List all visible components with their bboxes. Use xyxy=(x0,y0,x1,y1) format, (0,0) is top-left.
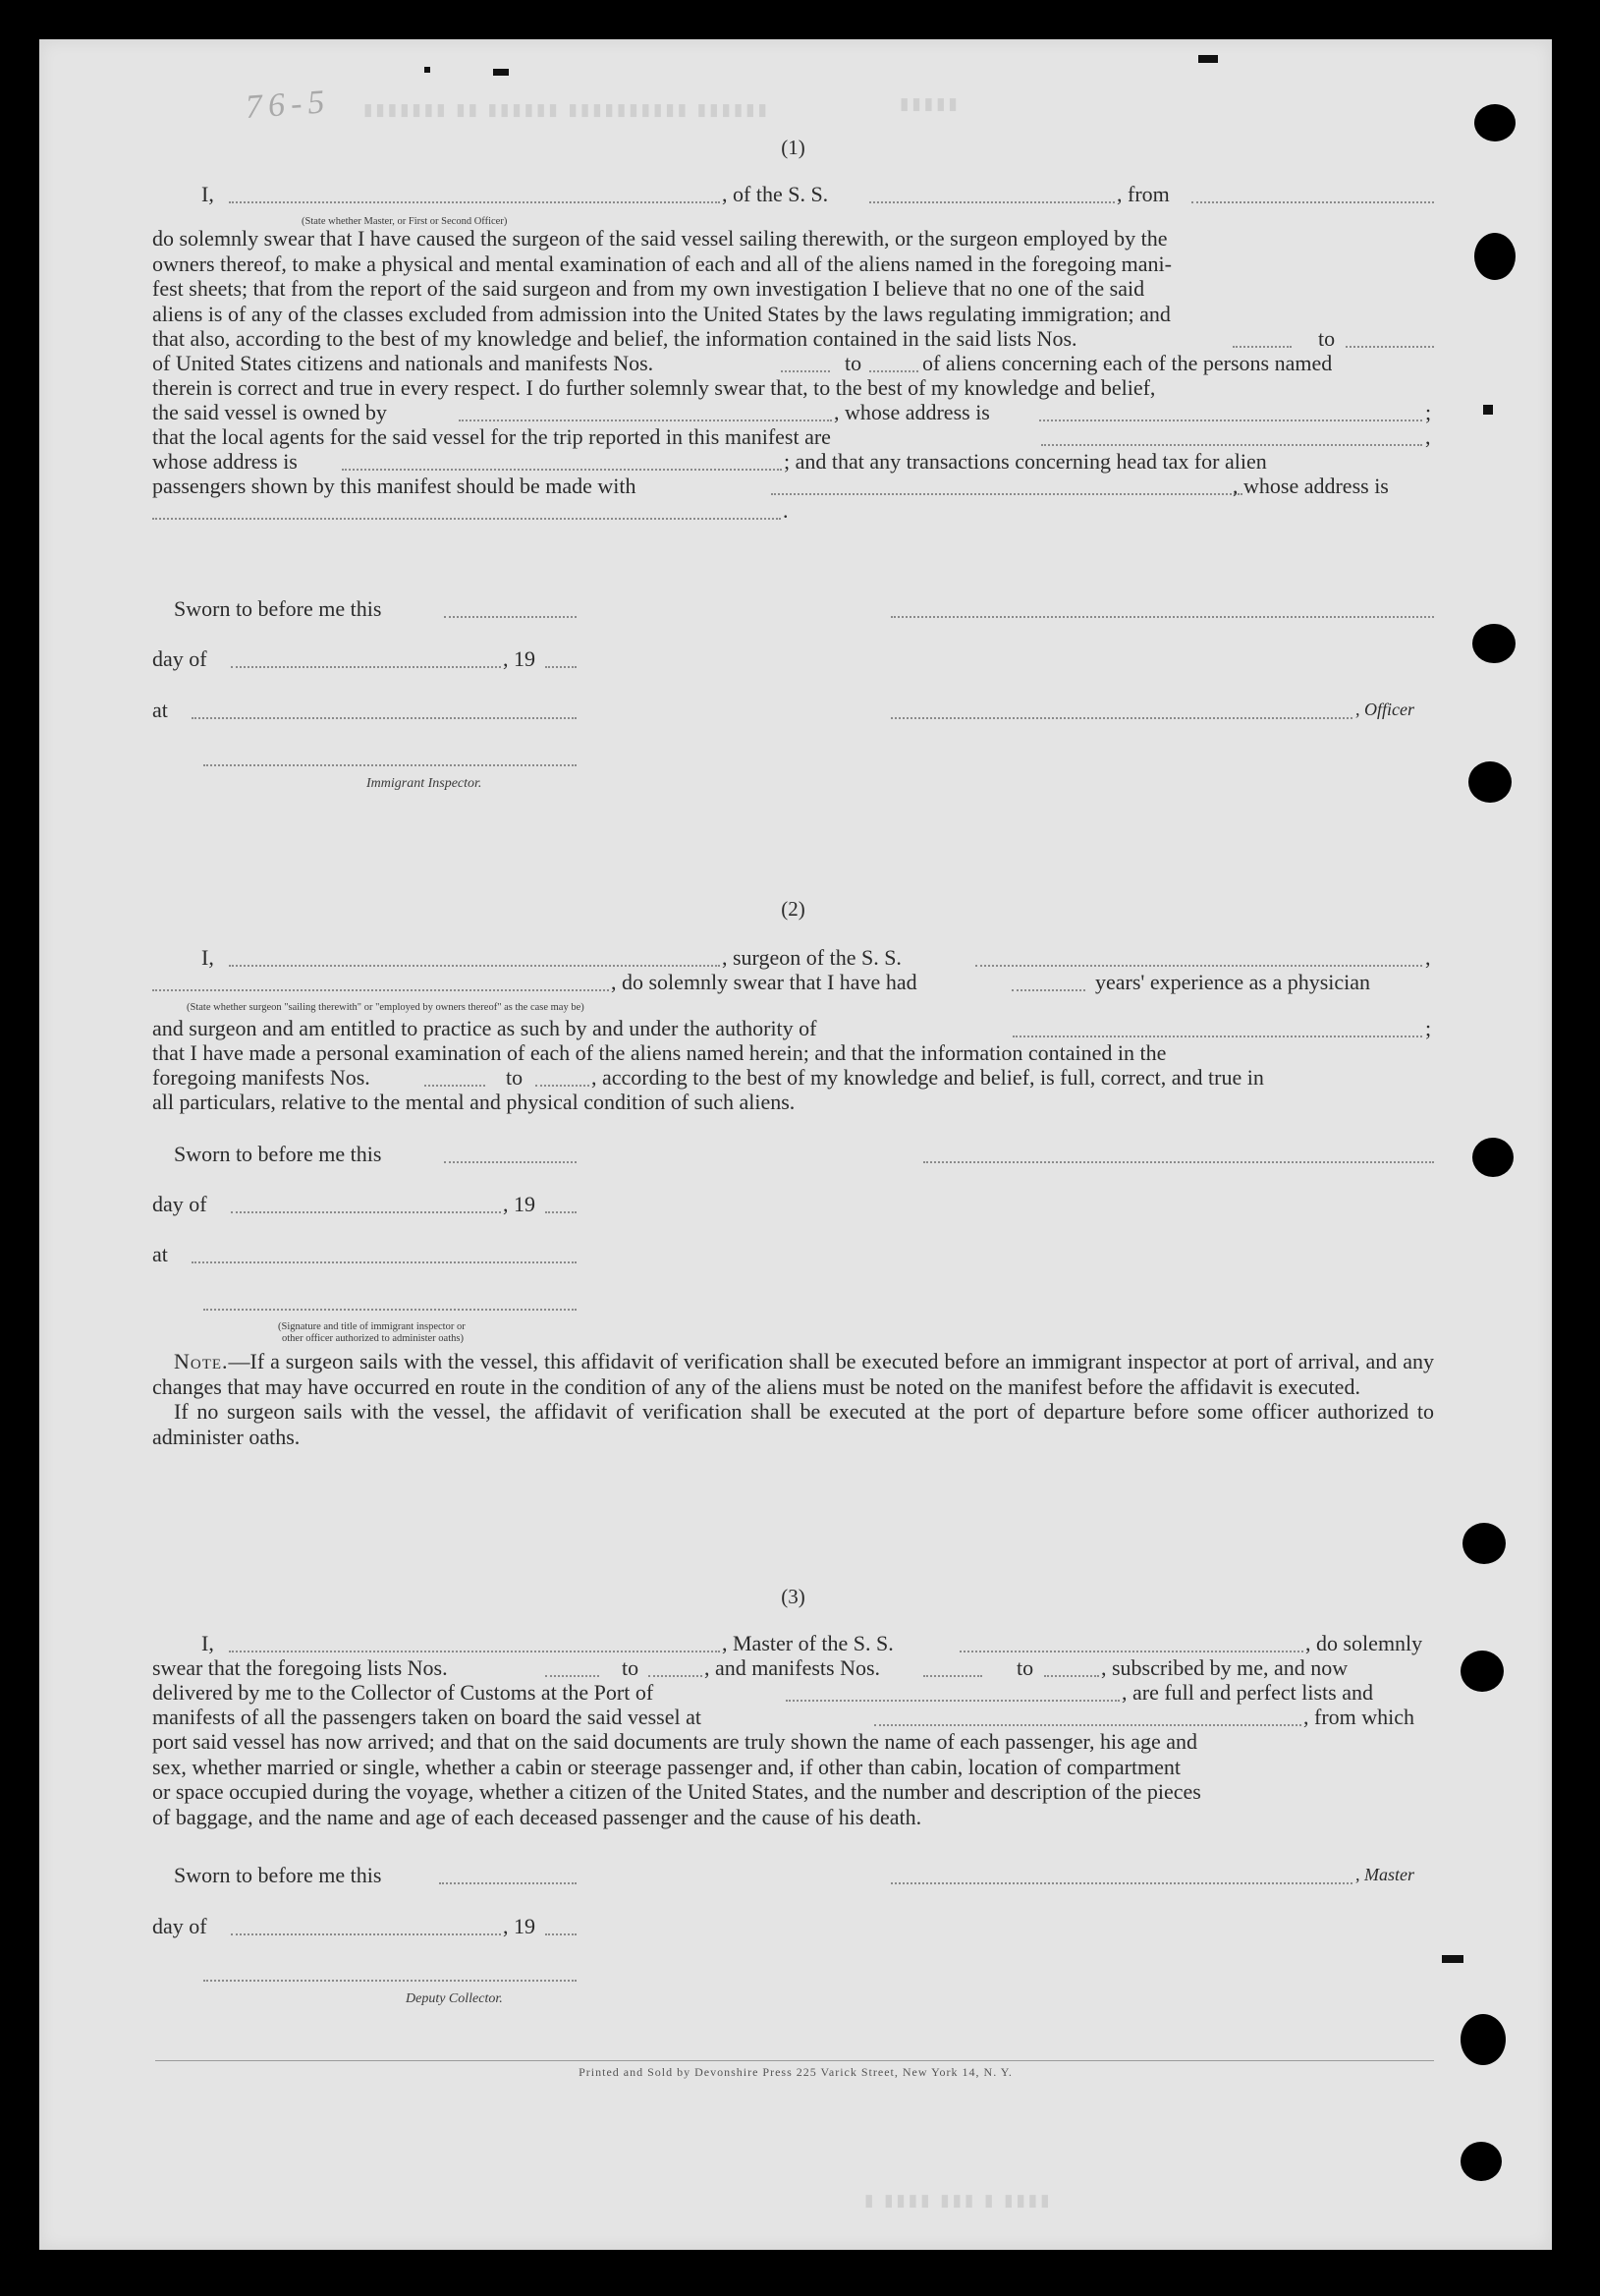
note-paragraph xyxy=(152,1349,1434,1399)
blank-embarkation-port[interactable] xyxy=(874,1724,1301,1726)
text: , from xyxy=(1117,182,1170,206)
text: , surgeon of the S. S. xyxy=(722,945,902,970)
section-number: (2) xyxy=(781,897,805,921)
text: years' experience as a physician xyxy=(1095,970,1371,994)
signature-note: other officer authorized to administer oaths) xyxy=(282,1333,464,1344)
text: If no surgeon sails with the vessel, the affidavit of verification shall be executed at the port of departure before some officer authorized to administer oaths. xyxy=(152,1399,1434,1449)
text: to xyxy=(622,1655,639,1680)
blank-year[interactable] xyxy=(545,666,577,668)
bleed-through-text: ▮ ▮▮▮▮ ▮▮▮ ▮ ▮▮▮▮ xyxy=(864,2191,1053,2210)
text: , whose address is xyxy=(834,400,990,424)
blank-vessel-name[interactable] xyxy=(869,201,1115,203)
blank-from-port[interactable] xyxy=(1191,201,1434,203)
inspector-label: Immigrant Inspector. xyxy=(366,776,482,791)
blank-head-tax-contact[interactable] xyxy=(771,493,1242,495)
text: day of xyxy=(152,1914,207,1938)
bleed-through-text: ▮▮▮▮▮▮▮ ▮▮ ▮▮▮▮▮▮ ▮▮▮▮▮▮▮▮▮▮ ▮▮▮▮▮▮ xyxy=(363,100,770,119)
note-label: Note. xyxy=(174,1349,229,1373)
section-number: (1) xyxy=(781,136,805,159)
speck xyxy=(1198,55,1218,63)
text: Sworn to before me this xyxy=(174,596,382,621)
text: that I have made a personal examination of each of the aliens named herein; and that the information contained in the xyxy=(152,1040,1167,1065)
blank-month[interactable] xyxy=(231,666,501,668)
state-note: (State whether surgeon "sailing therewith" or "employed by owners thereof" as the case may be) xyxy=(187,1002,584,1013)
text: of baggage, and the name and age of each deceased passenger and the cause of his death. xyxy=(152,1804,922,1829)
text: to xyxy=(1017,1655,1034,1680)
text: swear that the foregoing lists Nos. xyxy=(152,1655,448,1680)
blank-month[interactable] xyxy=(231,1933,501,1935)
blank-sworn-day[interactable] xyxy=(444,1161,577,1163)
blank-manifest-from[interactable] xyxy=(424,1085,485,1087)
text: I, xyxy=(201,182,214,206)
blank-year[interactable] xyxy=(545,1933,577,1935)
deputy-label: Deputy Collector. xyxy=(406,1991,503,2006)
text: , subscribed by me, and now xyxy=(1101,1655,1349,1680)
blank-owner-address[interactable] xyxy=(1039,420,1422,421)
blank-surgeon-signature[interactable] xyxy=(923,1161,1434,1163)
form-page xyxy=(39,39,1552,2250)
bleed-through-text: ▮▮▮▮▮ xyxy=(900,94,961,113)
punch-hole xyxy=(1461,1651,1504,1692)
text: ; xyxy=(1425,1016,1432,1040)
blank-list-from[interactable] xyxy=(1233,346,1292,348)
blank-local-agents[interactable] xyxy=(1041,444,1422,446)
speck xyxy=(1442,1955,1463,1963)
text: , 19 xyxy=(503,646,535,671)
punch-hole xyxy=(1472,1138,1514,1177)
text: port said vessel has now arrived; and that on the said documents are truly shown the name of each passenger, his age and xyxy=(152,1729,1197,1754)
text: that the local agents for the said vessel for the trip reported in this manifest are xyxy=(152,424,831,449)
text: foregoing manifests Nos. xyxy=(152,1065,370,1090)
text: and surgeon and am entitled to practice as such by and under the authority of xyxy=(152,1016,817,1040)
blank-officer-signature[interactable] xyxy=(891,616,1434,618)
blank-officer-title[interactable] xyxy=(229,201,720,203)
blank-manifest-to[interactable] xyxy=(1044,1675,1099,1677)
blank-surgeon-name[interactable] xyxy=(229,965,720,967)
blank-list-to[interactable] xyxy=(1346,346,1434,348)
text: Sworn to before me this xyxy=(174,1863,382,1887)
punch-hole xyxy=(1472,624,1516,663)
text: whose address is xyxy=(152,449,298,474)
blank-inspector-signature[interactable] xyxy=(203,1309,577,1311)
text: ; xyxy=(1425,400,1432,424)
text: , of the S. S. xyxy=(722,182,829,206)
text: I, xyxy=(201,1631,214,1655)
blank-sworn-day[interactable] xyxy=(439,1882,577,1884)
blank-surgeon-type[interactable] xyxy=(152,989,609,991)
blank-authority[interactable] xyxy=(1013,1036,1422,1037)
blank-agents-address[interactable] xyxy=(342,469,782,471)
text: , xyxy=(1425,424,1431,449)
punch-hole xyxy=(1461,2142,1502,2181)
text: —If a surgeon sails with the vessel, this affidavit of verification shall be executed before an immigrant inspector at port of arrival, and any changes that may have occurred en route in the condition of any of the aliens must be noted on the manifest before the affidavit is executed. xyxy=(152,1349,1434,1399)
text: , and manifests Nos. xyxy=(704,1655,881,1680)
handwritten-mark: 76-5 xyxy=(244,84,332,126)
blank-years[interactable] xyxy=(1012,989,1085,991)
text: , whose address is xyxy=(1233,474,1389,498)
text: to xyxy=(506,1065,524,1090)
blank-inspector-signature[interactable] xyxy=(203,764,577,766)
speck xyxy=(493,69,509,76)
text: that also, according to the best of my knowledge and belief, the information contained in the said lists Nos. xyxy=(152,326,1077,351)
text: all particulars, relative to the mental and physical condition of such aliens. xyxy=(152,1090,796,1114)
blank-port[interactable] xyxy=(786,1700,1120,1702)
master-label: , Master xyxy=(1355,1865,1414,1884)
blank-owner[interactable] xyxy=(459,420,832,421)
blank-month[interactable] xyxy=(231,1211,501,1213)
text: of United States citizens and nationals and manifests Nos. xyxy=(152,351,654,375)
text: , do solemnly xyxy=(1305,1631,1423,1655)
text: fest sheets; that from the report of the said surgeon and from my own investigation I believe that no one of the said xyxy=(152,276,1145,301)
text: , 19 xyxy=(503,1914,535,1938)
blank-list-to[interactable] xyxy=(648,1675,702,1677)
state-note: (State whether Master, or First or Second Officer) xyxy=(302,216,508,227)
text: aliens is of any of the classes excluded from admission into the United States by the laws regulating immigration; and xyxy=(152,301,1171,326)
punch-hole xyxy=(1468,761,1512,803)
blank-deputy-signature[interactable] xyxy=(203,1980,577,1982)
text: , 19 xyxy=(503,1192,535,1216)
text: owners thereof, to make a physical and mental examination of each and all of the aliens named in the foregoing mani- xyxy=(152,251,1172,276)
text: , Master of the S. S. xyxy=(722,1631,894,1655)
text: at xyxy=(152,698,168,722)
text: of aliens concerning each of the persons named xyxy=(922,351,1333,375)
text: , xyxy=(1425,945,1431,970)
officer-label: , Officer xyxy=(1355,700,1414,719)
punch-hole xyxy=(1462,1523,1506,1564)
text: passengers shown by this manifest should be made with xyxy=(152,474,636,498)
blank-place[interactable] xyxy=(192,717,577,719)
blank-manifest-to[interactable] xyxy=(535,1085,589,1087)
speck xyxy=(424,67,430,73)
text: sex, whether married or single, whether a cabin or steerage passenger and, if other than cabin, location of compartment xyxy=(152,1754,1182,1779)
signature-note: (Signature and title of immigrant inspector or xyxy=(278,1321,466,1332)
text: at xyxy=(152,1242,168,1266)
section-number: (3) xyxy=(781,1585,805,1608)
blank-manifest-from[interactable] xyxy=(923,1675,982,1677)
blank-officer-title-signature[interactable] xyxy=(891,717,1352,719)
text: day of xyxy=(152,646,207,671)
text: the said vessel is owned by xyxy=(152,400,387,424)
blank-contact-address[interactable] xyxy=(152,518,781,520)
text: Sworn to before me this xyxy=(174,1142,382,1166)
punch-hole xyxy=(1474,233,1516,280)
footer-rule xyxy=(155,2060,1434,2061)
text: , do solemnly swear that I have had xyxy=(611,970,917,994)
blank-place[interactable] xyxy=(192,1261,577,1263)
blank-master-signature[interactable] xyxy=(891,1882,1352,1884)
text: . xyxy=(783,498,789,523)
text: to xyxy=(1318,326,1336,351)
blank-master-name[interactable] xyxy=(229,1651,720,1652)
text: I, xyxy=(201,945,214,970)
blank-vessel-name[interactable] xyxy=(960,1651,1303,1652)
blank-list-from[interactable] xyxy=(545,1675,599,1677)
text: do solemnly swear that I have caused the surgeon of the said vessel sailing therewith, or the surgeon employed by the xyxy=(152,226,1168,251)
text: or space occupied during the voyage, whether a citizen of the United States, and the number and description of the pieces xyxy=(152,1779,1201,1804)
text: manifests of all the passengers taken on board the said vessel at xyxy=(152,1705,702,1729)
body-text xyxy=(152,1729,1434,1829)
text: , from which xyxy=(1303,1705,1415,1729)
blank-manifest-from[interactable] xyxy=(781,370,830,372)
text: delivered by me to the Collector of Customs at the Port of xyxy=(152,1680,654,1705)
text: day of xyxy=(152,1192,207,1216)
blank-year[interactable] xyxy=(545,1211,577,1213)
note-text xyxy=(152,1349,1434,1449)
blank-sworn-day[interactable] xyxy=(444,616,577,618)
text: , according to the best of my knowledge and belief, is full, correct, and true in xyxy=(591,1065,1264,1090)
text: , are full and perfect lists and xyxy=(1122,1680,1373,1705)
text: therein is correct and true in every respect. I do further solemnly swear that, to the best of my knowledge and belief, xyxy=(152,375,1156,400)
blank-manifest-to[interactable] xyxy=(869,370,918,372)
speck xyxy=(1483,405,1493,415)
text: ; and that any transactions concerning head tax for alien xyxy=(784,449,1267,474)
text: to xyxy=(845,351,862,375)
printer-imprint: Printed and Sold by Devonshire Press 225 Varick Street, New York 14, N. Y. xyxy=(579,2065,1013,2079)
punch-hole xyxy=(1474,104,1516,141)
blank-vessel-name[interactable] xyxy=(975,965,1422,967)
punch-hole xyxy=(1461,2014,1506,2065)
body-text xyxy=(152,226,1434,326)
